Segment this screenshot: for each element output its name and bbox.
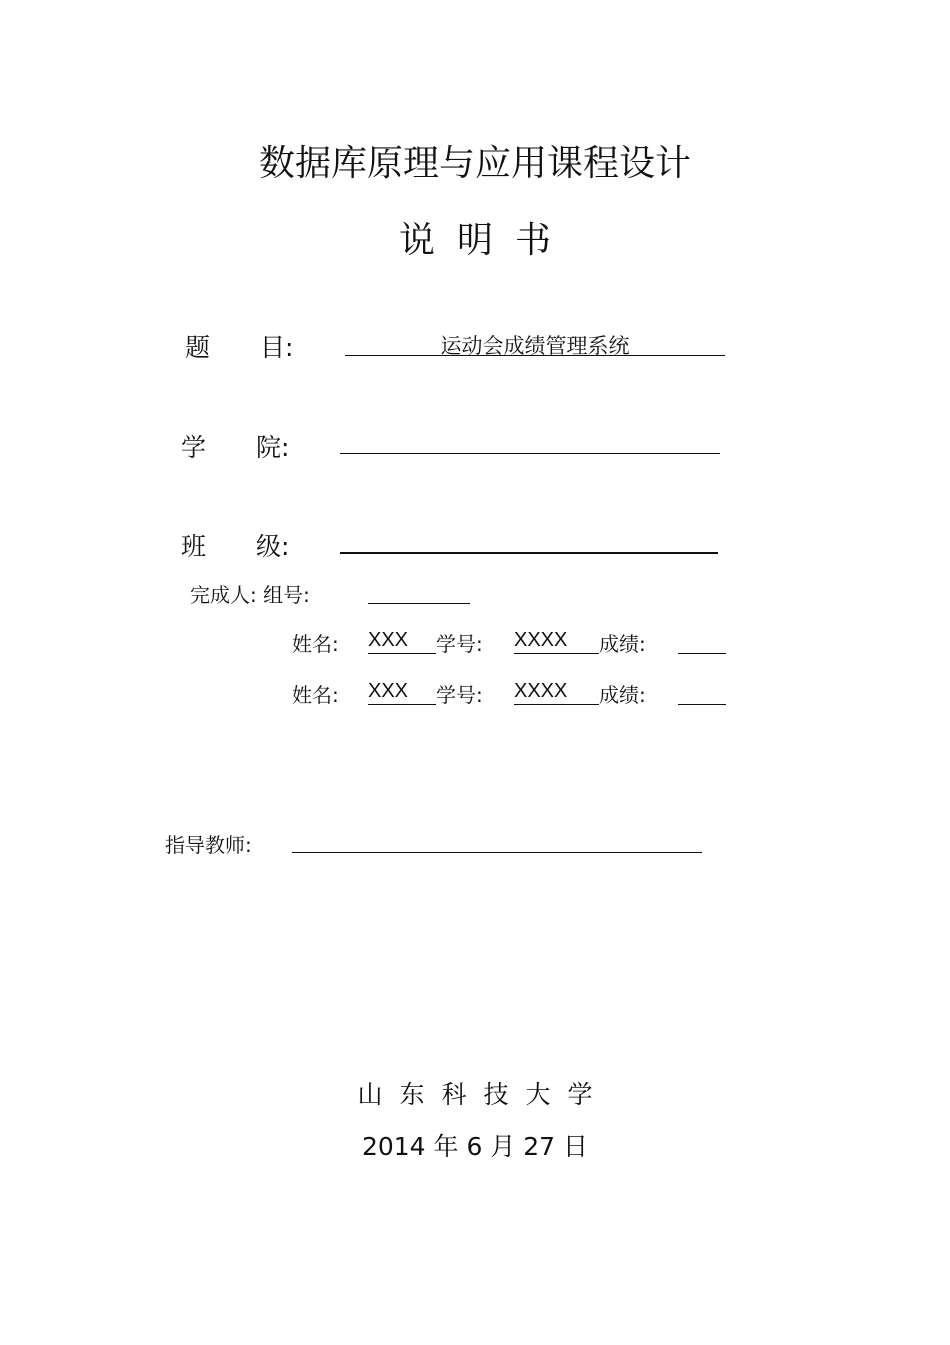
member-score-label: 成绩: [599, 683, 646, 707]
member-name-underline [368, 653, 436, 654]
member-name: XXX [368, 680, 409, 702]
member-id-label: 学号: [436, 632, 483, 656]
advisor-underline [292, 852, 702, 853]
member-score-label: 成绩: [599, 632, 646, 656]
member-name-label: 姓名: [292, 683, 339, 707]
member-id-underline [514, 704, 599, 705]
document-date: 2014 年 6 月 27 日 [361, 1132, 589, 1161]
group-underline [368, 603, 470, 604]
topic-label: 题 目: [185, 333, 294, 362]
member-id-label: 学号: [436, 683, 483, 707]
group-label: 完成人: 组号: [190, 583, 310, 607]
member-score-underline [678, 653, 726, 654]
college-label: 学 院: [181, 433, 290, 462]
advisor-label: 指导教师: [165, 833, 252, 857]
member-name: XXX [368, 629, 409, 651]
member-score-underline [678, 704, 726, 705]
topic-underline [345, 355, 725, 356]
member-id: XXXX [514, 680, 568, 702]
member-id: XXXX [514, 629, 568, 651]
college-underline [340, 453, 720, 454]
class-underline [340, 552, 718, 554]
class-label: 班 级: [181, 532, 290, 561]
member-name-label: 姓名: [292, 632, 339, 656]
member-id-underline [514, 653, 599, 654]
topic-value: 运动会成绩管理系统 [440, 334, 630, 358]
document-title: 数据库原理与应用课程设计 [258, 143, 691, 184]
university-name: 山东科技大学 [357, 1080, 610, 1109]
member-name-underline [368, 704, 436, 705]
document-subtitle: 说明书 [398, 220, 573, 261]
